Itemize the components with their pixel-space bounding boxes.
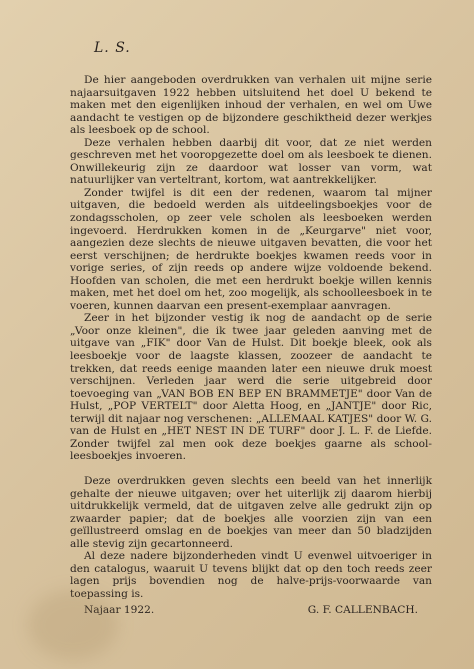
body-text	[70, 74, 432, 600]
paragraph: De hier aangeboden overdrukken van verhalen uit mijne serie najaarsuitgaven 1922 hebben uitsluitend het doel U bekend te maken met den eigenlijken inhoud der verhalen, en wel om Uwe aandacht te vestigen op de bijzondere geschiktheid dezer werkjes als leesboek op de school.	[70, 74, 432, 137]
date: Najaar 1922.	[84, 604, 155, 617]
paper-stain	[28, 590, 118, 660]
signature: G. F. CALLENBACH.	[307, 604, 418, 617]
paragraph: Al deze nadere bijzonderheden vindt U evenwel uitvoeriger in den catalogus, waaruit U tevens blijkt dat op den toch reeds zeer lagen prijs bovendien nog de halve-prijs-voorwaarde van toepassing is.	[70, 550, 432, 600]
paragraph: Deze overdrukken geven slechts een beeld van het innerlijk gehalte der nieuwe uitgaven; over het uiterlijk zij daarom hierbij uitdrukkelijk vermeld, dat de uitgaven zelve alle gedrukt zijn op zwaarder papier; dat de boekjes alle voorzien zijn van een geïllustreerd omslag en de boekjes van meer dan 50 bladzijden alle stevig zijn gecartonneerd.	[70, 474, 432, 550]
paragraph: Zeer in het bijzonder vestig ik nog de aandacht op de serie „Voor onze kleinen", die ik twee jaar geleden aanving met de uitgave van „FIK" door Van de Hulst. Dit boekje bleek, ook als leesboekje voor de laagste klassen, zoozeer de aandacht te trekken, dat reeds eenige maanden later een nieuwe druk moest verschijnen. Verleden jaar werd die serie uitgebreid door toevoeging van „VAN BOB EN BEP EN BRAMMETJE" door Van de Hulst, „POP VERTELT" door Aletta Hoog, en „JANTJE" door Ric, terwijl dit najaar nog verschenen: „ALLEMAAL KATJES" door W. G. van de Hulst en „HET NEST IN DE TURF" door J. L. F. de Liefde. Zonder twijfel zal men ook deze boekjes gaarne als school-leesboekjes invoeren.	[70, 312, 432, 463]
paragraph: Deze verhalen hebben daarbij dit voor, dat ze niet werden geschreven met het vooropgezette doel om als leesboek te dienen. Onwillekeurig zijn ze daardoor wat losser van vorm, wat natuurlijker van verteltrant, kortom, wat aantrekkelijker.	[70, 136, 432, 187]
heading: L. S.	[94, 40, 131, 56]
paragraph: Zonder twijfel is dit een der redenen, waarom tal mijner uitgaven, die bedoeld werden als uitdeelingsboekjes voor de zondagsscholen, op zeer vele scholen als leesboeken werden ingevoerd. Herdrukken komen in de „Keurgarve" niet voor, aangezien deze slechts de nieuwe uitgaven bevatten, die voor het eerst verschijnen; de herdrukte boekjes kwamen reeds voor in vorige series, of zijn reeds op andere wijze voldoende bekend. Hoofden van scholen, die met een herdrukt boekje willen kennis maken, met het doel om het, zoo mogelijk, als schoolleesboek in te voeren, kunnen daarvan een present-exemplaar aanvragen.	[70, 186, 432, 312]
paragraph-gap	[70, 463, 432, 475]
signature-line	[84, 604, 432, 616]
